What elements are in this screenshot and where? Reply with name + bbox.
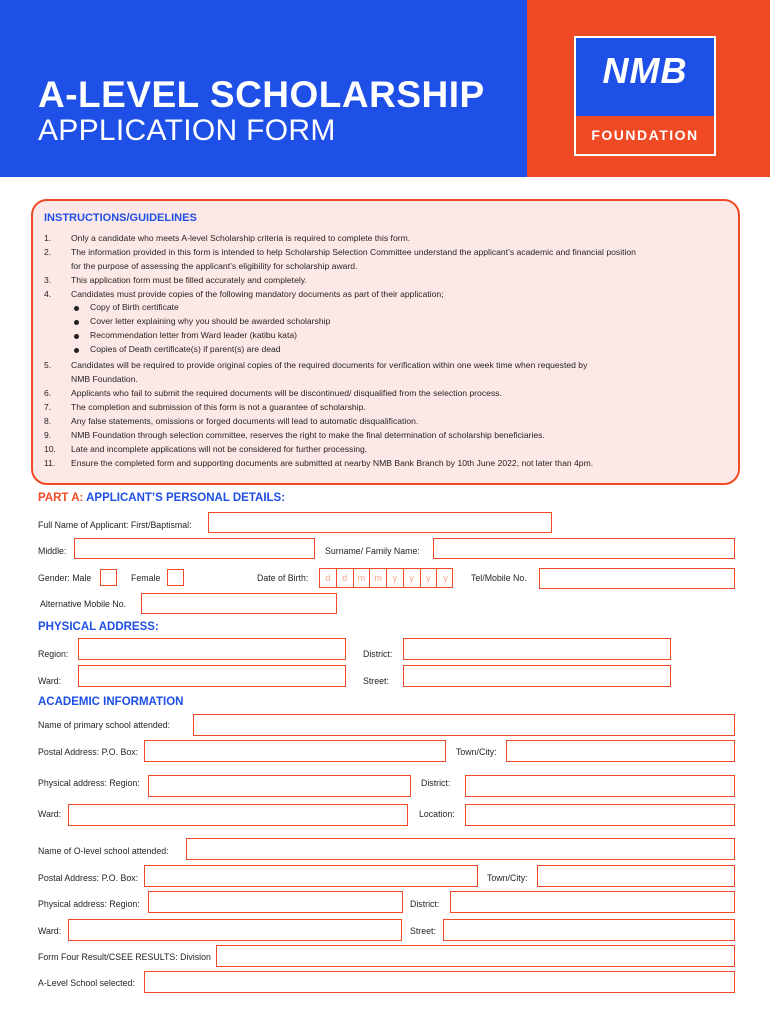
dob-digit-cell[interactable]: y bbox=[387, 569, 404, 587]
academic-heading: ACADEMIC INFORMATION bbox=[38, 696, 184, 708]
instruction-number: 3. bbox=[44, 275, 52, 285]
gender-male-checkbox[interactable] bbox=[100, 569, 117, 586]
ward-label: Ward: bbox=[38, 926, 62, 936]
instruction-text: Any false statements, omissions or forged documents will lead to automatic disqualification. bbox=[71, 416, 419, 426]
instruction-text: Ensure the completed form and supporting documents are submitted at nearby NMB Bank Branch by 10th June 2022, not later than 4pm. bbox=[71, 458, 594, 468]
dob-digit-cell[interactable]: y bbox=[421, 569, 438, 587]
dob-digit-cell[interactable]: d bbox=[337, 569, 354, 587]
town-city-label: Town/City: bbox=[456, 747, 497, 757]
primary-school-label: Name of primary school attended: bbox=[38, 720, 171, 730]
form-four-result-label: Form Four Result/CSEE RESULTS: Division bbox=[38, 952, 211, 962]
postal-address-label: Postal Address: P.O. Box: bbox=[38, 747, 139, 757]
gender-female-checkbox[interactable] bbox=[167, 569, 184, 586]
region-label: Region: bbox=[38, 649, 69, 659]
dob-label: Date of Birth: bbox=[257, 573, 309, 583]
middle-name-label: Middle: bbox=[38, 546, 67, 556]
part-a-title: APPLICANT’S PERSONAL DETAILS: bbox=[83, 492, 286, 504]
gender-female-label: Female bbox=[131, 573, 161, 583]
primary-postal-field[interactable] bbox=[144, 740, 446, 762]
primary-district-field[interactable] bbox=[465, 775, 735, 797]
bullet-icon bbox=[74, 306, 79, 311]
instruction-text: Candidates will be required to provide original copies of the required documents for verification within one week time when requested by bbox=[71, 360, 588, 370]
full-name-label: Full Name of Applicant: First/Baptismal: bbox=[38, 520, 192, 530]
physical-region-label: Physical address: Region: bbox=[38, 899, 140, 909]
instruction-text: The completion and submission of this form is not a guarantee of scholarship. bbox=[71, 402, 366, 412]
instruction-number: 1. bbox=[44, 233, 52, 243]
olevel-street-field[interactable] bbox=[443, 919, 735, 941]
street-field[interactable] bbox=[403, 665, 671, 687]
instruction-text: Late and incomplete applications will not be considered for further processing. bbox=[71, 444, 368, 454]
instruction-text: Candidates must provide copies of the following mandatory documents as part of their application; bbox=[71, 289, 444, 299]
form-title: A-LEVEL SCHOLARSHIP bbox=[38, 74, 485, 115]
olevel-school-label: Name of O-level school attended: bbox=[38, 846, 169, 856]
instruction-number: 10. bbox=[44, 444, 56, 454]
dob-digit-cell[interactable]: m bbox=[354, 569, 371, 587]
instruction-number: 7. bbox=[44, 402, 52, 412]
olevel-region-field[interactable] bbox=[148, 891, 403, 913]
surname-label: Surname/ Family Name: bbox=[325, 546, 420, 556]
form-subtitle: APPLICATION FORM bbox=[38, 114, 336, 147]
instruction-number: 2. bbox=[44, 247, 52, 257]
instruction-number: 11. bbox=[44, 458, 56, 468]
region-field[interactable] bbox=[78, 638, 346, 660]
district-label: District: bbox=[421, 778, 451, 788]
ward-label: Ward: bbox=[38, 809, 62, 819]
tel-field[interactable] bbox=[539, 568, 735, 589]
olevel-postal-field[interactable] bbox=[144, 865, 478, 887]
document-bullet: Copy of Birth certificate bbox=[90, 302, 179, 312]
street-label: Street: bbox=[410, 926, 436, 936]
nmb-foundation-logo bbox=[574, 36, 716, 156]
olevel-ward-field[interactable] bbox=[68, 919, 402, 941]
logo-subtext: FOUNDATION bbox=[576, 116, 714, 154]
tel-label: Tel/Mobile No. bbox=[471, 573, 527, 583]
gender-male-label: Gender: Male bbox=[38, 573, 92, 583]
dob-digit-cell[interactable]: d bbox=[320, 569, 337, 587]
district-label: District: bbox=[410, 899, 440, 909]
instruction-number: 8. bbox=[44, 416, 52, 426]
logo-text: NMB bbox=[602, 50, 688, 91]
bullet-icon bbox=[74, 334, 79, 339]
bullet-icon bbox=[74, 348, 79, 353]
alevel-school-label: A-Level School selected: bbox=[38, 978, 135, 988]
olevel-district-field[interactable] bbox=[450, 891, 735, 913]
physical-region-label: Physical address: Region: bbox=[38, 778, 140, 788]
primary-school-field[interactable] bbox=[193, 714, 735, 736]
dob-digit-cell[interactable]: m bbox=[370, 569, 387, 587]
olevel-school-field[interactable] bbox=[186, 838, 735, 860]
document-bullet: Copies of Death certificate(s) if parent(s) are dead bbox=[90, 344, 281, 354]
instruction-number: 4. bbox=[44, 289, 52, 299]
dob-digit-cell[interactable]: y bbox=[443, 573, 448, 583]
district-field[interactable] bbox=[403, 638, 671, 660]
physical-address-heading: PHYSICAL ADDRESS: bbox=[38, 621, 159, 633]
instruction-text: NMB Foundation through selection committee, reserves the right to make the final determination of scholarship beneficiaries. bbox=[71, 430, 545, 440]
instruction-text: NMB Foundation. bbox=[71, 374, 138, 384]
instruction-text: The information provided in this form is intended to help Scholarship Selection Committee understand the applicant’s academic and financial position bbox=[71, 247, 636, 257]
instruction-text: Applicants who fail to submit the required documents will be discontinued/ disqualified from the selection process. bbox=[71, 388, 502, 398]
instructions-title: INSTRUCTIONS/GUIDELINES bbox=[44, 212, 197, 224]
surname-field[interactable] bbox=[433, 538, 735, 559]
alevel-school-field[interactable] bbox=[144, 971, 735, 993]
alt-mobile-field[interactable] bbox=[141, 593, 337, 614]
primary-ward-field[interactable] bbox=[68, 804, 408, 826]
town-city-label: Town/City: bbox=[487, 873, 528, 883]
part-a-prefix: PART A: bbox=[38, 492, 84, 504]
part-a-heading bbox=[38, 492, 285, 504]
middle-name-field[interactable] bbox=[74, 538, 315, 559]
instruction-number: 5. bbox=[44, 360, 52, 370]
instruction-text: Only a candidate who meets A-level Scholarship criteria is required to complete this form. bbox=[71, 233, 411, 243]
district-label: District: bbox=[363, 649, 393, 659]
street-label: Street: bbox=[363, 676, 389, 686]
ward-label: Ward: bbox=[38, 676, 62, 686]
primary-location-field[interactable] bbox=[465, 804, 735, 826]
ward-field[interactable] bbox=[78, 665, 346, 687]
instruction-text: for the purpose of assessing the applicant’s eligibility for scholarship award. bbox=[71, 261, 358, 271]
document-bullet: Recommendation letter from Ward leader (katibu kata) bbox=[90, 330, 297, 340]
form-four-result-field[interactable] bbox=[216, 945, 735, 967]
dob-digit-cell[interactable]: y bbox=[404, 569, 421, 587]
instruction-text: This application form must be filled accurately and completely. bbox=[71, 275, 307, 285]
instruction-number: 6. bbox=[44, 388, 52, 398]
first-name-field[interactable] bbox=[208, 512, 552, 533]
primary-region-field[interactable] bbox=[148, 775, 411, 797]
postal-address-label: Postal Address: P.O. Box: bbox=[38, 873, 139, 883]
alt-mobile-label: Alternative Mobile No. bbox=[40, 599, 127, 609]
location-label: Location: bbox=[419, 809, 455, 819]
instruction-number: 9. bbox=[44, 430, 52, 440]
document-bullet: Cover letter explaining why you should be awarded scholarship bbox=[90, 316, 331, 326]
dob-field[interactable] bbox=[319, 568, 453, 588]
primary-town-field[interactable] bbox=[506, 740, 735, 762]
bullet-icon bbox=[74, 320, 79, 325]
olevel-town-field[interactable] bbox=[537, 865, 735, 887]
